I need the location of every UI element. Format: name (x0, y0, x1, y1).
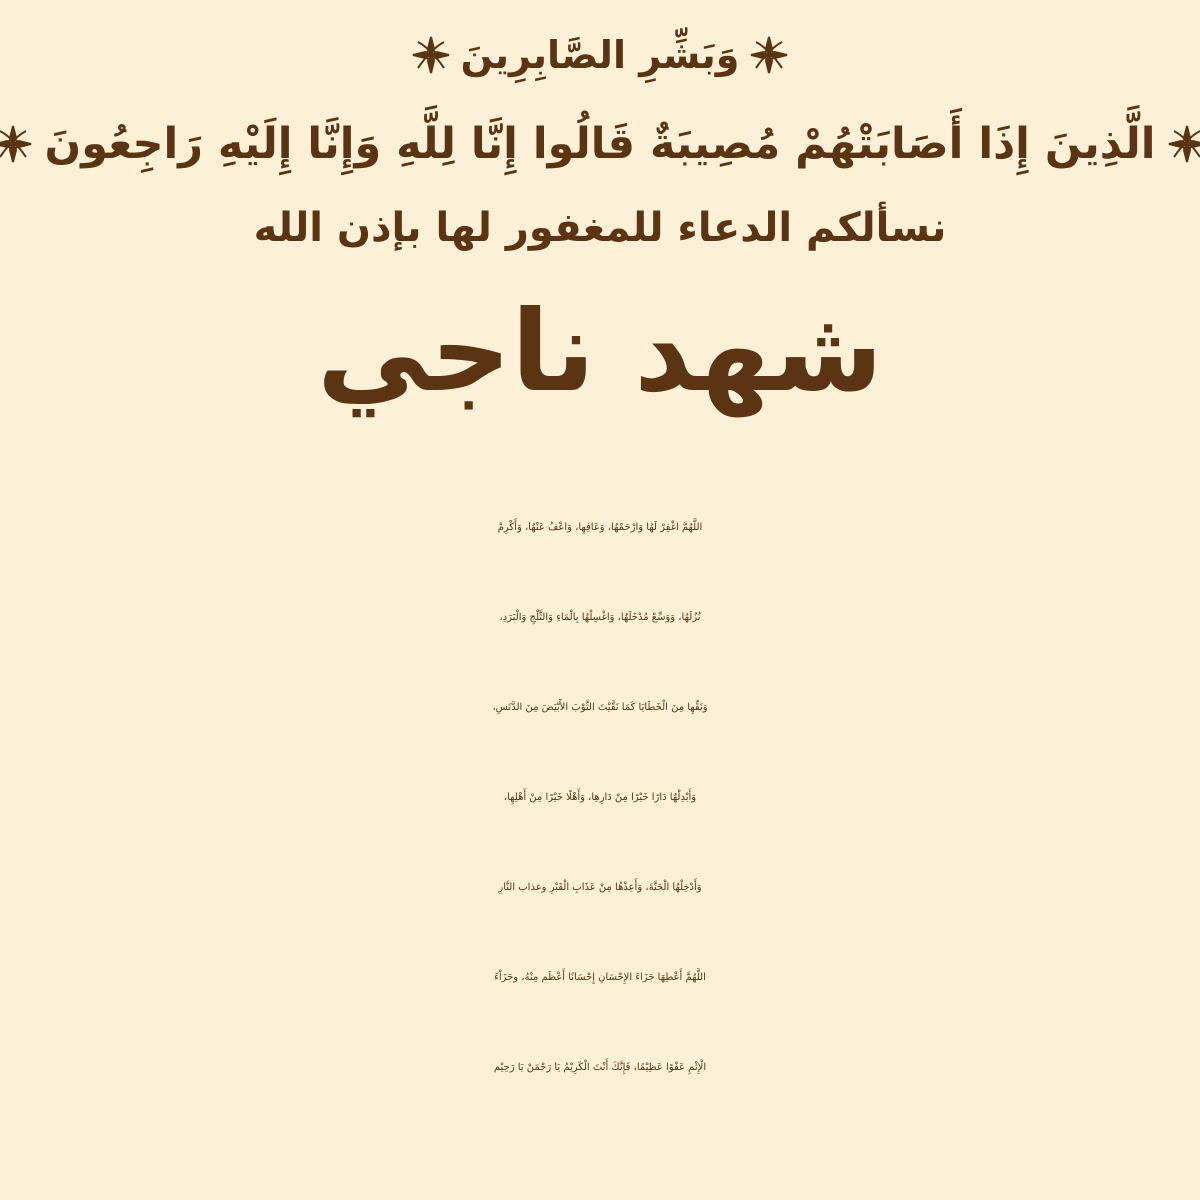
prayer-request-row (0, 198, 1200, 258)
verse-line-2: الَّذِينَ إِذَا أَصَابَتْهُمْ مُصِيبَةٌ قَالُوا إِنَّا لِلَّهِ وَإِنَّا إِلَيْهِ رَاجِعُونَ (44, 119, 1156, 169)
deceased-name: شهد ناجي (317, 287, 883, 417)
dua-line: الْإِثْمِ عَفْوًا عَظِيْمًا، فَإِنَّكَ أَنْتَ الْكَرِيْمُ يَا رَحْمَنْ يَا رَحِيْم (493, 1061, 707, 1073)
verse-ornament-icon (1167, 124, 1200, 164)
verse-ornament-icon (0, 124, 33, 164)
dua-line: اللَّهُمَّ اغْفِرْ لَهُا وَارْحَمْهُا، وَعَافِهِا، وَاعْفُ عَنْهُا، وَأَكْرِمْ (497, 521, 703, 533)
verse-line-1: وَبَشِّرِ الصَّابِرِينَ (460, 33, 740, 77)
deceased-name-row (0, 282, 1200, 422)
dua-line: وَنَقِّهِا مِنَ الْخَطَايَا كَمَا نَقَّيْتَ الثَّوْبَ الأَبْيَضَ مِنَ الدَّنَسِ، (492, 701, 708, 713)
dua-line: نُزُلَهُا، وَوَسِّعْ مُدْخَلَهُا، وَاغْسِلْهُا بِالْمَاءِ وَالثَّلْجِ وَالْبَرَدِ، (499, 611, 701, 623)
prayer-request-text: نسألكم الدعاء للمغفور لها بإذن الله (253, 205, 947, 251)
verse-row (0, 112, 1200, 176)
verse-header-row (0, 30, 1200, 80)
verse-ornament-icon (411, 35, 451, 75)
verse-ornament-icon (749, 35, 789, 75)
dua-block (0, 482, 1200, 1112)
dua-line: وَأَدْخِلْهُا الْجَنَّةَ، وَأَعِذْهُا مِنْ عَذَابِ الْقَبْرِ وعذاب النَّارِ (498, 881, 702, 893)
dua-line: وَأَبْدِلْهُا دَارًا خَيْرًا مِنْ دَارِهِا، وَأَهْلًا خَيْرًا مِنْ أَهْلِهِا، (503, 791, 697, 803)
dua-line: اللَّهُمَّ أَعْطِهَا جَزَاءَ الإِحْسَانِ إِحْسَانًا أَعْظَم مِنْهُ، وجَزَاْءَ (494, 971, 706, 983)
